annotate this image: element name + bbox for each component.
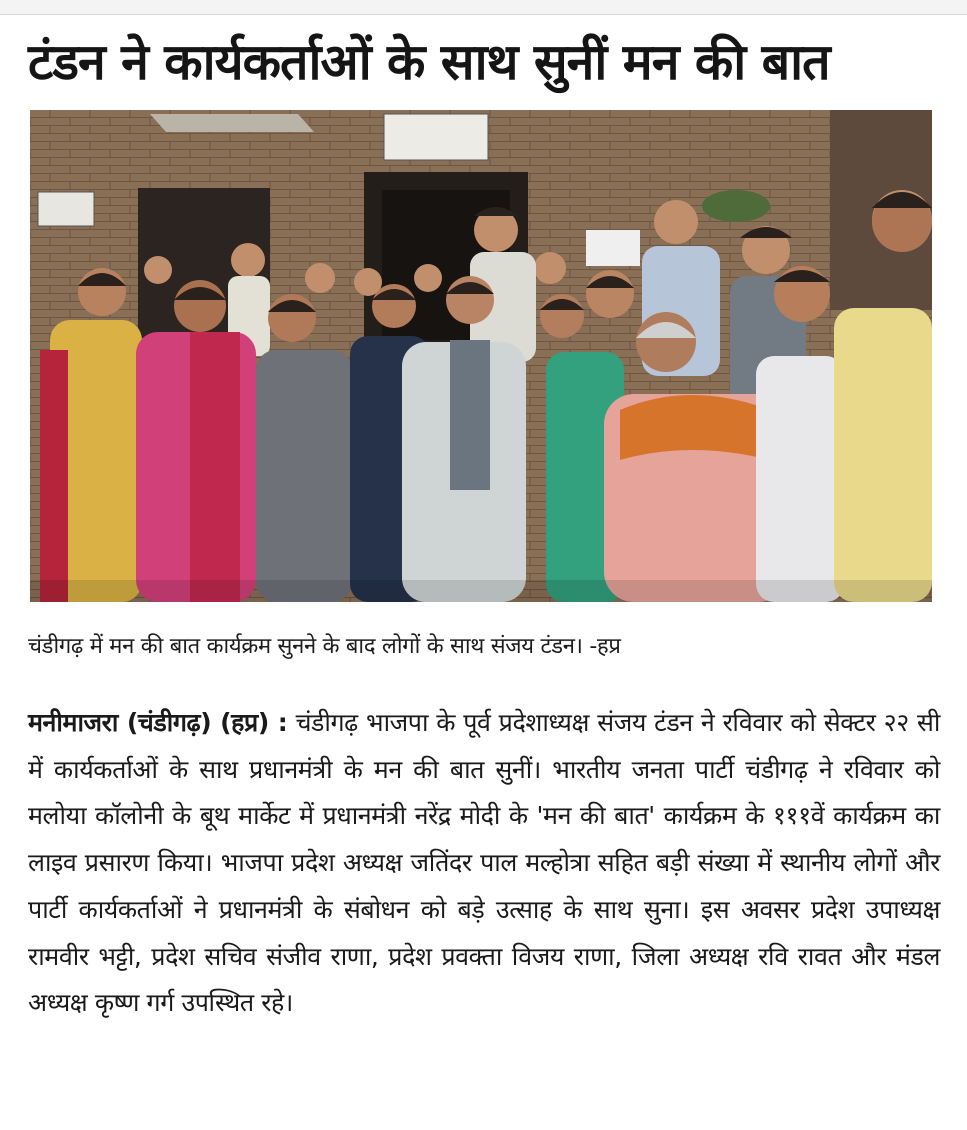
headline: टंडन ने कार्यकर्ताओं के साथ सुनीं मन की बात: [28, 33, 830, 91]
group-photo: [30, 110, 932, 602]
article-dateline: मनीमाजरा (चंडीगढ़) (हप्र) :: [28, 708, 288, 737]
top-rule: [0, 0, 967, 15]
article-body: [28, 700, 940, 1027]
photo-caption: चंडीगढ़ में मन की बात कार्यक्रम सुनने के बाद लोगों के साथ संजय टंडन। -हप्र: [28, 634, 621, 659]
article-text: चंडीगढ़ भाजपा के पूर्व प्रदेशाध्यक्ष संजय टंडन ने रविवार को सेक्टर २२ सी में कार्यकर्ताओं के साथ प्रधानमंत्री के मन की बात सुनीं। भारतीय जनता पार्टी चंडीगढ़ ने रविवार को मलोया कॉलोनी के बूथ मार्केट में प्रधानमंत्री नरेंद्र मोदी के 'मन की बात' कार्यक्रम के १११वें कार्यक्रम का लाइव प्रसारण किया। भाजपा प्रदेश अध्यक्ष जतिंदर पाल मल्होत्रा सहित बड़ी संख्या में स्थानीय लोगों और पार्टी कार्यकर्ताओं ने प्रधानमंत्री के संबोधन को बड़े उत्साह के साथ सुना। इस अवसर प्रदेश उपाध्यक्ष रामवीर भट्टी, प्रदेश सचिव संजीव राणा, प्रदेश प्रवक्ता विजय राणा, जिला अध्यक्ष रवि रावत और मंडल अध्यक्ष कृष्ण गर्ग उपस्थित रहे।: [28, 708, 941, 1018]
